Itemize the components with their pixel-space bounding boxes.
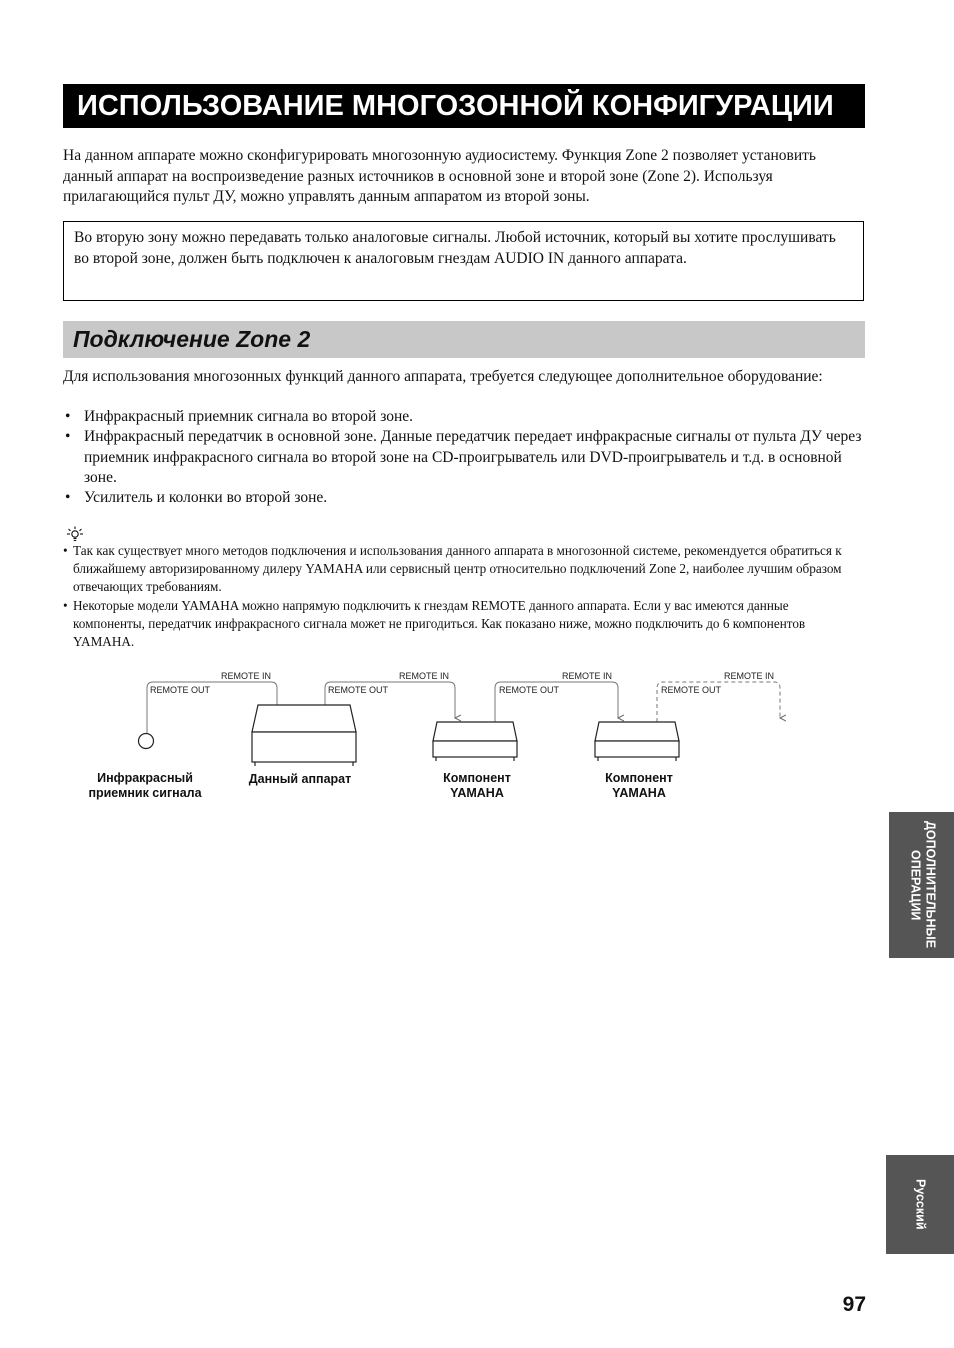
note-box: Во вторую зону можно передавать только аналоговые сигналы. Любой источник, который вы хотите прослушивать во второй зоне, должен быть подключен к аналоговым гнездам AUDIO IN данного аппарата. <box>63 221 864 301</box>
remote-out-label: REMOTE OUT <box>328 685 388 695</box>
section-title: Подключение Zone 2 <box>63 321 865 358</box>
receiver-caption: Инфракрасный <box>97 771 193 785</box>
list-item: • Инфракрасный приемник сигнала во второй зоне. <box>63 407 865 427</box>
list-item: • Некоторые модели YAMAHA можно напрямую подключить к гнездам REMOTE данного аппарата. Если у вас имеются данные компоненты, передатчик инфракрасного сигнала может не пригодиться. Как показано ниже, можно подключить до 6 компонентов YAMAHA. <box>63 597 853 652</box>
list-item: • Усилитель и колонки во второй зоне. <box>63 488 865 508</box>
remote-out-label: REMOTE OUT <box>661 685 721 695</box>
page-title: ИСПОЛЬЗОВАНИЕ МНОГОЗОННОЙ КОНФИГУРАЦИИ <box>63 84 865 128</box>
connection-diagram <box>0 660 954 810</box>
side-tab-label: ДОПОЛНИТЕЛЬНЫЕ ОПЕРАЦИИ <box>908 821 938 949</box>
ir-receiver <box>139 734 154 749</box>
side-tab-label: Русский <box>913 1179 928 1230</box>
this-unit <box>252 705 356 766</box>
yamaha-component-1 <box>433 722 517 761</box>
unit-caption: Данный аппарат <box>248 772 352 786</box>
component-caption: Компонент <box>443 771 511 785</box>
side-tab-language[interactable] <box>886 1155 954 1254</box>
remote-in-label: REMOTE IN <box>221 671 272 681</box>
receiver-caption: приемник сигнала <box>88 786 202 800</box>
remote-in-label: REMOTE IN <box>724 671 775 681</box>
component-caption: YAMAHA <box>612 786 666 800</box>
remote-in-label: REMOTE IN <box>562 671 613 681</box>
remote-out-label: REMOTE OUT <box>150 685 210 695</box>
tips-list <box>63 542 853 651</box>
section-lead: Для использования многозонных функций данного аппарата, требуется следующее дополнительное оборудование: <box>63 368 823 385</box>
yamaha-component-2 <box>595 722 679 761</box>
lightbulb-icon <box>66 526 84 542</box>
intro-paragraph: На данном аппарате можно сконфигурировать многозонную аудиосистему. Функция Zone 2 позволяет установить данный аппарат на воспроизведение разных источников в основной зоне и второй зоне (Zone 2). Используя прилагающийся пульт ДУ, можно управлять данным аппаратом из второй зоны. <box>63 147 816 205</box>
list-item: • Инфракрасный передатчик в основной зоне. Данные передатчик передает инфракрасные сигналы от пульта ДУ через приемник инфракрасного сигнала во второй зоне на CD-проигрыватель или DVD-проигрыватель и т.д. в основной зоне. <box>63 427 865 488</box>
page-number: 97 <box>842 1293 866 1316</box>
remote-out-label: REMOTE OUT <box>499 685 559 695</box>
list-item: • Так как существует много методов подключения и использования данного аппарата в многозонной системе, рекомендуется обратиться к ближайшему авторизированному дилеру YAMAHA или сервисный центр относительно подключений Zone 2, наиболее лучшим образом отвечающих требованиям. <box>63 542 853 597</box>
component-caption: YAMAHA <box>450 786 504 800</box>
side-tab-operations[interactable] <box>889 812 954 958</box>
equipment-list <box>63 407 865 508</box>
component-caption: Компонент <box>605 771 673 785</box>
remote-in-label: REMOTE IN <box>399 671 450 681</box>
